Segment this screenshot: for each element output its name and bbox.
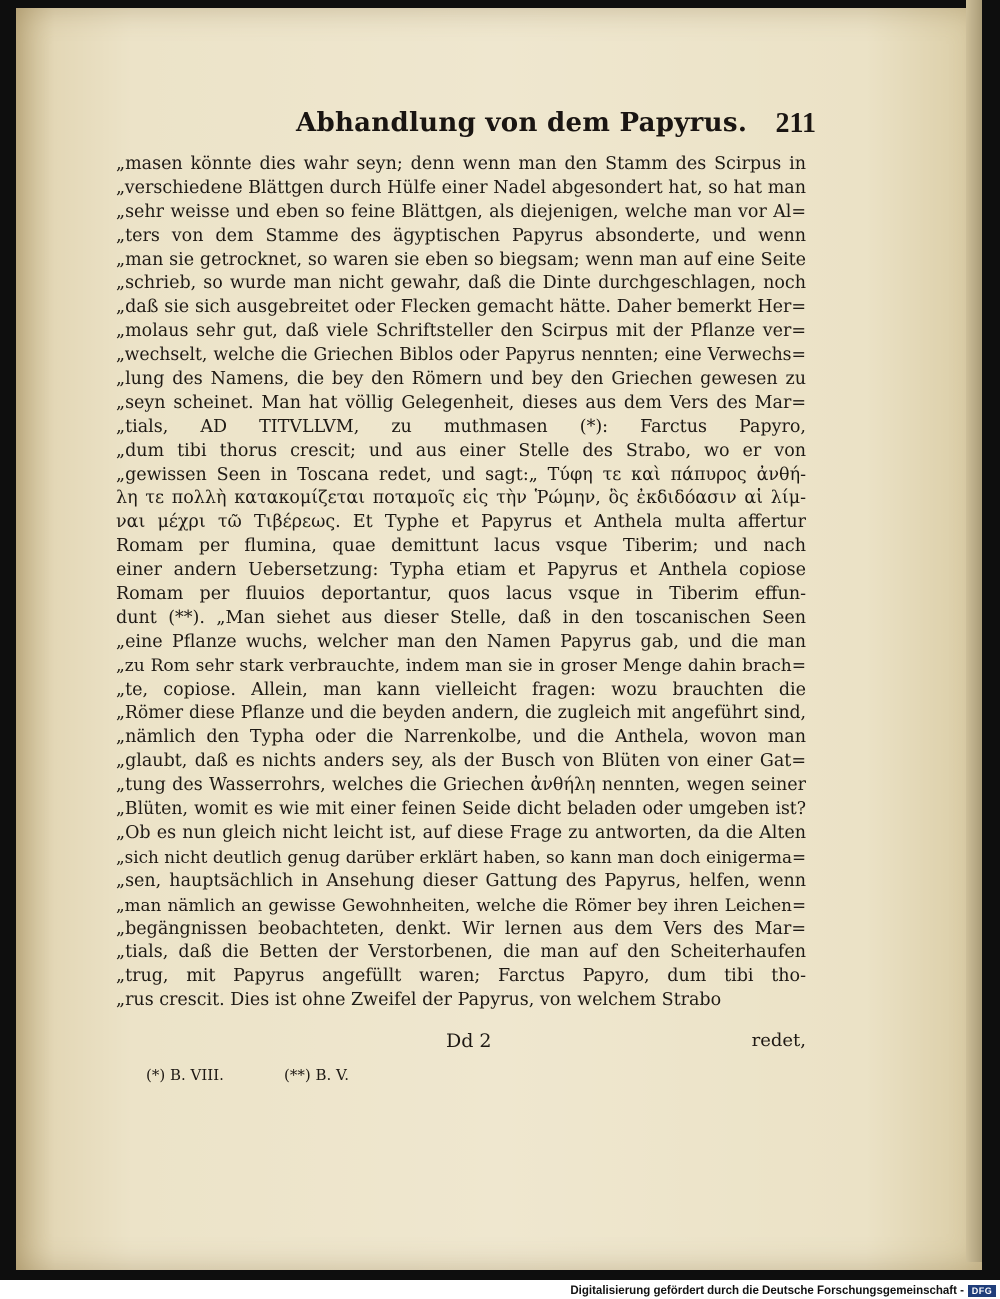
footnote: (*) B. VIII. [146, 1066, 224, 1084]
text-line: „glaubt, daß es nichts anders sey, als der Busch von Blüten von einer Gat= [116, 751, 806, 772]
text-line: „trug, mit Papyrus angefüllt waren; Farctus Papyro, dum tibi tho- [116, 966, 806, 987]
text-line: „nämlich den Typha oder die Narrenkolbe, und die Anthela, wovon man [116, 727, 806, 748]
text-line: „eine Pflanze wuchs, welcher man den Namen Papyrus gab, und die man [116, 631, 806, 652]
running-head [296, 108, 816, 148]
text-line: „gewissen Seen in Toscana redet, und sagt:„ Τύφη τε καὶ πάπυρος ἀνθή- [116, 464, 806, 485]
page-title: Abhandlung von dem Papyrus. [296, 108, 748, 138]
page-number: 211 [775, 108, 816, 139]
text-line: „dum tibi thorus crescit; und aus einer Stelle des Strabo, wo er von [116, 440, 806, 461]
text-line: „wechselt, welche die Griechen Biblos oder Papyrus nennten; eine Verwechs= [116, 345, 806, 366]
text-line: „masen könnte dies wahr seyn; denn wenn man den Stamm des Scirpus in [116, 154, 806, 174]
text-line: „Römer diese Pflanze und die beyden andern, die zugleich mit angeführt sind, [116, 703, 806, 724]
page-edge [966, 0, 982, 1262]
text-line: „tials, daß die Betten der Verstorbenen, die man auf den Scheiterhaufen [116, 942, 806, 963]
text-line: „rus crescit. Dies ist ohne Zweifel der Papyrus, von welchem Strabo [116, 990, 722, 1011]
footnote: (**) B. V. [284, 1066, 350, 1084]
text-line: „begängnissen beobachteten, denkt. Wir lernen aus dem Vers des Mar= [116, 918, 806, 939]
text-line: λη τε πολλὴ κατακομίζεται ποταμοῖς εἰς τὴν Ῥώμην, ὃς ἐκδιδόασιν αἱ λίμ- [116, 488, 806, 509]
signature-mark: Dd 2 [446, 1030, 492, 1052]
text-line: „lung des Namens, die bey den Römern und bey den Griechen gewesen zu [116, 369, 806, 390]
digitization-credit [0, 1284, 1000, 1299]
text-line: „sich nicht deutlich genug darüber erklärt haben, so kann man doch einigerma= [116, 846, 806, 867]
text-line: dunt (**). „Man siehet aus dieser Stelle, daß in den toscanischen Seen [116, 607, 806, 628]
text-line: Romam per fluuios deportantur, quos lacus vsque in Tiberim effun- [116, 584, 806, 605]
book-page [16, 8, 982, 1270]
text-line: einer andern Uebersetzung: Typha etiam et Papyrus et Anthela copiose [116, 560, 806, 581]
text-line: „seyn scheinet. Man hat völlig Gelegenheit, dieses aus dem Vers des Mar= [116, 392, 806, 413]
catchword: redet, [751, 1030, 806, 1051]
text-line: „Blüten, womit es wie mit einer feinen Seide dicht beladen oder umgeben ist? [116, 799, 806, 820]
text-line: „schrieb, so wurde man nicht gewahr, daß die Dinte durchgeschlagen, noch [116, 273, 806, 294]
text-line: „sen, hauptsächlich in Ansehung dieser Gattung des Papyrus, helfen, wenn [116, 870, 806, 891]
text-line: „man sie getrocknet, so waren sie eben so biegsam; wenn man auf eine Seite [116, 249, 806, 270]
text-line: ναι μέχρι τῶ Τιβέρεως. Et Typhe et Papyrus et Anthela multa affertur [116, 512, 806, 533]
text-line: „tials, AD TITVLLVM, zu muthmasen (*): Farctus Papyro, [116, 416, 806, 437]
text-line: „sehr weisse und eben so feine Blättgen, als diejenigen, welche man vor Al= [116, 201, 806, 222]
text-line: „daß sie sich ausgebreitet oder Flecken gemacht hätte. Daher bemerkt Her= [116, 297, 806, 318]
footnotes [146, 1066, 546, 1090]
text-line: „ters von dem Stamme des ägyptischen Papyrus absonderte, und wenn [116, 225, 806, 246]
text-line: „man nämlich an gewisse Gewohnheiten, welche die Römer bey ihren Leichen= [116, 894, 806, 915]
body-text [116, 153, 806, 1013]
text-line: „te, copiose. Allein, man kann vielleicht fragen: wozu brauchten die [116, 679, 806, 700]
credit-text: Digitalisierung gefördert durch die Deutsche Forschungsgemeinschaft - [570, 1285, 964, 1297]
text-line: „molaus sehr gut, daß viele Schriftsteller den Scirpus mit der Pflanze ver= [116, 321, 806, 342]
signature-line [116, 1030, 806, 1056]
dfg-logo: DFG [968, 1285, 996, 1297]
text-line: „tung des Wasserrohrs, welches die Griechen ἀνθήλη nennten, wegen seiner [116, 775, 806, 796]
text-line: „zu Rom sehr stark verbrauchte, indem man sie in groser Menge dahin brach= [116, 655, 806, 676]
text-line: „verschiedene Blättgen durch Hülfe einer Nadel abgesondert hat, so hat man [116, 177, 806, 198]
text-line: „Ob es nun gleich nicht leicht ist, auf diese Frage zu antworten, da die Alten [116, 822, 806, 843]
text-line: Romam per flumina, quae demittunt lacus vsque Tiberim; und nach [116, 536, 806, 557]
